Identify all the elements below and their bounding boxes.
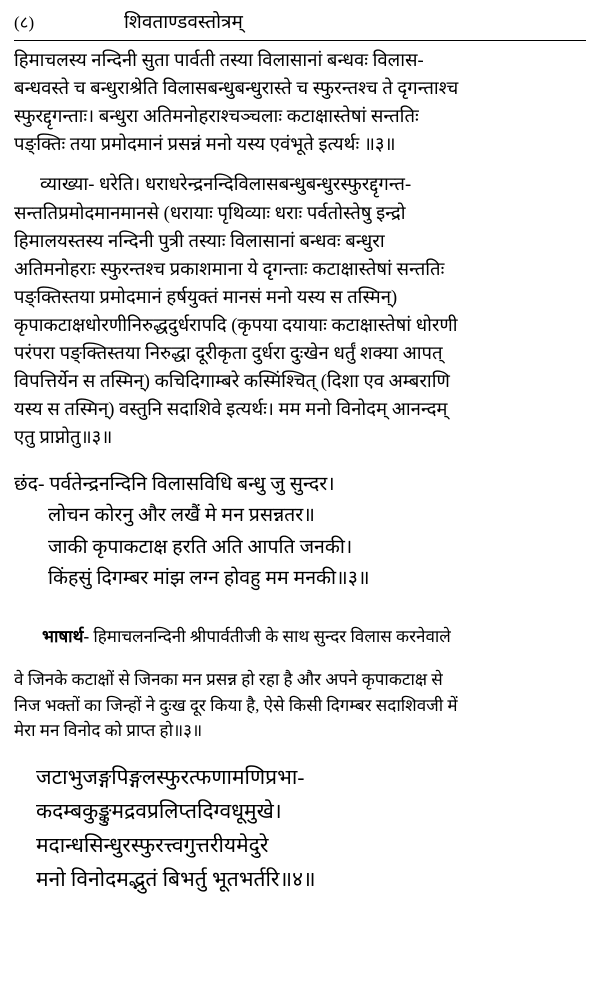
vyakhya-first-line: [14, 171, 586, 199]
shloka-block: [14, 760, 586, 896]
verse-line: बन्धवस्ते च बन्धुराश्रेति विलासबन्धुबन्धुरास्ते च स्फुरन्तश्च ते दृगन्ताश्च: [14, 79, 459, 100]
bhasharth-line: निज भक्तों का जिन्हों ने दुःख दूर किया है, ऐसे किसी दिगम्बर सदाशिवजी में: [14, 695, 458, 715]
header-divider: [14, 40, 586, 41]
chanda-line: किंहसुं दिगम्बर मांझ लग्न होवहु मम मनकी॥३॥: [48, 568, 370, 590]
vyakhya-line: धरेति। धराधरेन्द्रनन्दिविलासबन्धुबन्धुरस्फुरद्दृगन्त-: [98, 175, 412, 196]
vyakhya-block: [14, 171, 586, 452]
chanda-line: पर्वतेन्द्रनन्दिनि विलासविधि बन्धु जु सुन्दर।: [49, 473, 335, 495]
shloka-line: मनो विनोदमद्भुतं बिभर्तु भूतभर्तरि॥४॥: [36, 867, 316, 892]
verse-line: स्फुरद्दृगन्ताः। बन्धुरा अतिमनोहराश्चञ्चलाः कटाक्षास्तेषां सन्ततिः: [14, 107, 419, 128]
verse-line: हिमाचलस्य नन्दिनी सुता पार्वती तस्या विलासानां बन्धवः विलास-: [14, 51, 424, 71]
shloka-line: मदान्धसिन्धुरस्फुरत्त्वगुत्तरीयमेदुरे: [36, 833, 269, 858]
page-header: [14, 8, 586, 38]
bhasharth-first-line: [14, 624, 586, 650]
shloka-line: कदम्बकुङ्कुमद्रवप्रलिप्तदिग्वधूमुखे।: [36, 799, 282, 824]
bhasharth-block: [14, 624, 586, 744]
shloka-line: जटाभुजङ्गपिङ्गलस्फुरत्फणामणिप्रभा-: [36, 765, 305, 790]
spacer: [14, 595, 586, 607]
bhasharth-line: मेरा मन विनोद को प्राप्त हो॥३॥: [14, 721, 203, 741]
chanda-label: छंद-: [14, 473, 45, 495]
vyakhya-line: परंपरा पङ्क्तिस्तया निरुद्धा दूरीकृता दुर्धरा दुःखेन धर्तुं शक्या आपत्: [14, 344, 443, 365]
vyakhya-line: पङ्क्तिस्तया प्रमोदमानं हर्षयुक्तं मानसं मनो यस्य स तस्मिन्): [14, 287, 398, 308]
spacer: [14, 744, 586, 760]
bhasharth-line: हिमाचलनन्दिनी श्रीपार्वतीजी के साथ सुन्दर विलास करनेवाले: [93, 626, 451, 646]
vyakhya-line: विपत्तिर्येन स तस्मिन्) कचिदिगाम्बरे कस्मिंश्चित् (दिशा एव अम्बराणि: [14, 372, 450, 393]
page-number: (८): [14, 13, 35, 32]
chanda-block: [14, 469, 586, 595]
page-title: शिवताण्डवस्तोत्रम्: [124, 12, 243, 33]
chanda-first-line: [14, 469, 586, 501]
bhasharth-label: भाषार्थ-: [42, 626, 90, 646]
vyakhya-line: सन्ततिप्रमोदमानमानसे (धरायाः पृथिव्याः धराः पर्वतोस्तेषु इन्द्रो: [14, 203, 406, 224]
vyakhya-line: हिमालयस्तस्य नन्दिनी पुत्री तस्याः विलासानां बन्धवः बन्धुरा: [14, 231, 385, 252]
vyakhya-line: एतु प्राप्नोतु॥३॥: [14, 428, 113, 449]
vyakhya-line: अतिमनोहराः स्फुरन्तश्च प्रकाशमाना ये दृगन्ताः कटाक्षास्तेषां सन्ततिः: [14, 259, 445, 280]
bhasharth-line: वे जिनके कटाक्षों से जिनका मन प्रसन्न हो रहा है और अपने कृपाकटाक्ष से: [14, 669, 443, 689]
verse-line: पङ्क्तिः तया प्रमोदमानं प्रसन्नं मनो यस्य एवंभूते इत्यर्थः ॥३॥: [14, 135, 396, 156]
spacer: [14, 453, 586, 469]
vyakhya-line: कृपाकटाक्षधोरणीनिरुद्धदुर्धरापदि (कृपया दयायाः कटाक्षास्तेषां धोरणी: [14, 315, 458, 336]
chanda-line: जाकी कृपाकटाक्ष हरति अति आपति जनकी।: [48, 536, 353, 558]
vyakhya-line: यस्य स तस्मिन्) वस्तुनि सदाशिवे इत्यर्थः। मम मनो विनोदम् आनन्दम्: [14, 400, 448, 421]
chanda-line: लोचन कोरनु और लखैं मे मन प्रसन्नतर॥: [48, 505, 315, 527]
commentary-verse-block: [14, 47, 586, 159]
vyakhya-label: व्याख्या-: [40, 175, 95, 196]
spacer: [14, 159, 586, 171]
